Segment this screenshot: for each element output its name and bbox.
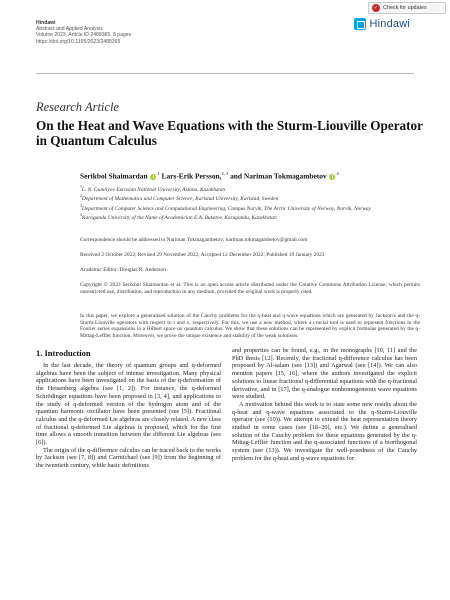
update-badge-label: Check for updates (383, 5, 427, 11)
abstract: In this paper, we explore a generalised solution of the Cauchy problems for the q-heat and q-wave equations which are generated by Jackson's and the q-Sturm-Liouville operators with respect to t and x, respectively. For this, we use a new method, where a crucial tool is used to represent functions in the Fourier series expansions in a Hilbert space on quantum calculus. We show that these solutions can be represented by explicit formulas generated by the q-Mittag-Leffler function. Moreover, we prove the unique existence and stability of the weak solutions. (80, 313, 420, 339)
header-divider (36, 73, 414, 74)
doi-link[interactable]: https://doi.org/10.1155/2023/2488365 (36, 38, 121, 45)
affiliation-mark: 2 (80, 194, 82, 199)
affiliation-mark: 3 (80, 203, 82, 208)
affiliation-text: Karaganda University of the Name of Academician E.A. Buketov, Karaganda, Kazakhstan (81, 214, 277, 221)
orcid-icon[interactable] (329, 174, 335, 180)
author-name: and Nariman Tokmagambetov (230, 171, 327, 181)
article-type: Research Article (36, 100, 119, 114)
affiliation-text: Department of Computer Science and Computational Engineering, Campus Narvik, The Arctic University of Norway, Narvik, Norway (81, 205, 372, 212)
journal-name: Abstract and Applied Analysis (36, 26, 103, 33)
paragraph: A motivation behind this work is to state some new results about the q-heat and q-wave equations associated to the q-Sturm-Liouville operator (see (10)). We attempt to extend the heat representation theory studied in some cases (see [18–20], etc.). We define a generalised solution of the Cauchy problem for these equations generated by the q-Mittag-Leffler function and the q-associated functions of a biorthogonal system (see (13)). We investigate the well-posedness of the Cauchy problem for the q-heat and q-wave equations for (232, 400, 417, 462)
author-affiliation-mark: 2, 3 (221, 171, 229, 176)
affiliation-text: L. N. Gumilyov Eurasian National University, Astana, Kazakhstan (81, 186, 226, 193)
copyright-notice: Copyright © 2023 Serikbol Shaimardan et al. This is an open access article distributed under the Creative Commons Attribution License, which permits unrestricted use, distribution, and reproduction in any medium, provided the original work is properly cited. (80, 282, 420, 295)
affiliation (80, 203, 420, 212)
article-dates: Received 2 October 2022; Revised 29 November 2022; Accepted 12 December 2022; Published 19 January 2023 (80, 252, 325, 258)
volume-info: Volume 2023, Article ID 2488365, 8 pages (36, 32, 132, 39)
update-check-icon (372, 4, 380, 12)
hindawi-logo (354, 18, 410, 30)
paragraph: and properties can be found, e.g., in the monographs [10, 11] and the PhD thesis [12]. Recently, the fractional q-difference calculus has been proposed by Al-salam (see [13]) and Agarwal (see [14]). We can also mention papers [15, 16], where the authors investigated the explicit solutions to linear fractional q-differential equations with the q-fractional derivative, and in [17], the q-analogue nonhomogeneous wave equations were studied. (232, 347, 417, 401)
affiliation-text: Department of Mathematics and Computer Science, Karlstad University, Karlstad, Sweden (81, 196, 279, 203)
body-column-right (232, 347, 417, 463)
affiliations (80, 184, 420, 222)
affiliation (80, 184, 420, 193)
article-title: On the Heat and Wave Equations with the Sturm-Liouville Operator in Quantum Calculus (36, 118, 423, 148)
author-list (80, 171, 420, 180)
paragraph: The origin of the q-difference calculus can be traced back to the works by Jackson (see [7, 8]) and Carmichael (see [9]) from the beginning of the twentieth century, while basic definitions (36, 446, 221, 470)
correspondence: Correspondence should be addressed to Nariman Tokmagambetov; nariman.tokmagambetov@gmail.com (80, 237, 308, 243)
affiliation-mark: 1 (80, 185, 82, 189)
hindawi-logo-text: Hindawi (369, 18, 410, 30)
section-heading: 1. Introduction (36, 348, 91, 358)
author-name: Serikbol Shaimardan (80, 171, 148, 181)
publisher-name: Hindawi (36, 20, 56, 26)
author-name: Lars-Erik Persson, (161, 171, 222, 181)
paragraph: In the last decade, the theory of quantum groups and q-deformed algebras have been the subject of intense investigation. Many physical applications have been investigated on the basis of the q-deformation of the Heisenberg algebra (see [1, 2]). For instance, the q-deformed Schrödinger equations have been proposed in [3, 4], and applications to the study of q-deformed version of the hydrogen atom and of the quantum harmonic oscillator have been presented (see [5]). Fractional calculus and the q-deformed Lie algebras are closely related. A new class of fractional q-deformed Lie algebras is proposed, which for the first time allows a smooth transition between the different Lie algebras (see [6]). (36, 362, 221, 447)
affiliation (80, 193, 420, 202)
author-affiliation-mark: 1 (157, 171, 160, 176)
hindawi-logo-icon (354, 18, 366, 30)
body-column-left (36, 362, 221, 470)
journal-info (36, 20, 216, 45)
author-affiliation-mark: 4 (336, 171, 339, 176)
affiliation-mark: 4 (80, 213, 82, 218)
academic-editor: Academic Editor: Douglas R. Anderson (80, 267, 166, 273)
orcid-icon[interactable] (150, 174, 156, 180)
affiliation (80, 212, 420, 221)
check-for-updates-badge[interactable] (368, 2, 446, 14)
